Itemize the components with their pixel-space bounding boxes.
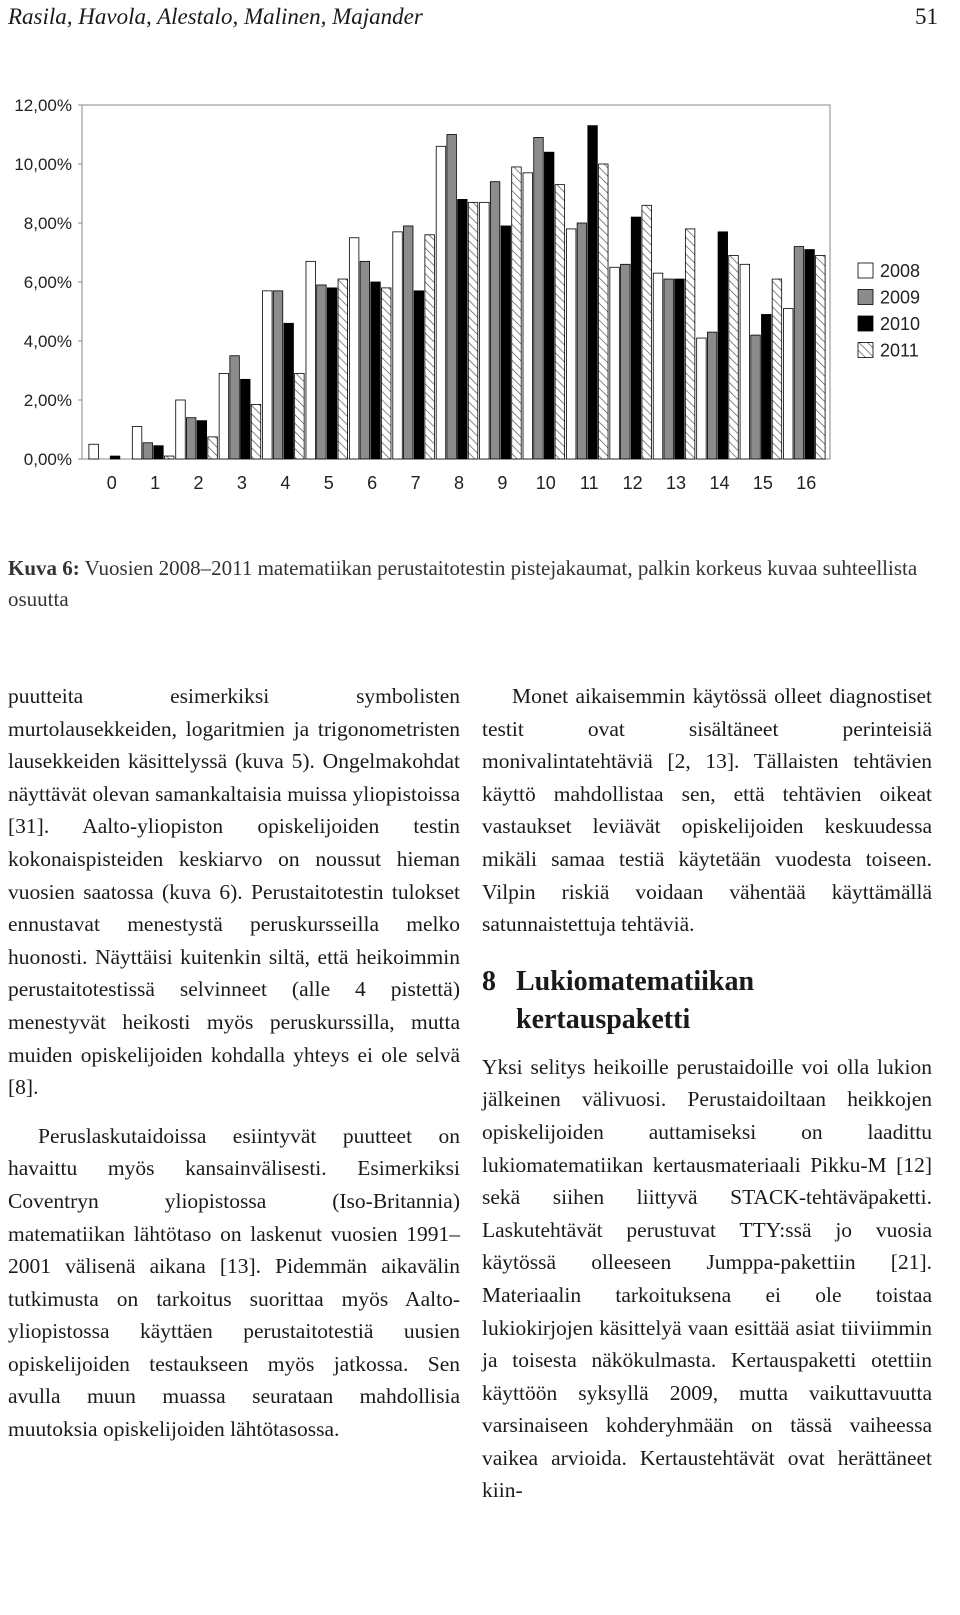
figure-caption: [8, 553, 938, 615]
bar-2010-7: [414, 291, 424, 459]
bar-2010-1: [154, 446, 164, 459]
y-tick-label: 8,00%: [23, 214, 72, 233]
y-tick-label: 2,00%: [23, 391, 72, 410]
legend-label-2011: 2011: [880, 340, 919, 361]
bar-2009-6: [360, 261, 370, 459]
page-number: 51: [915, 4, 938, 29]
bar-2011-7: [425, 235, 435, 459]
left-paragraph-1: puutteita esimerkiksi symbolisten murtolausekkeiden, logaritmien ja trigonometristen lausekkeiden käsittelyssä (kuva 5). Ongelmakohdat näyttävät olevan samankaltaisia muissa yliopistoissa [31]. Aalto-yliopiston opiskelijoiden testin kokonaispisteiden keskiarvo on noussut hieman vuosien saatossa (kuva 6). Perustaitotestin tulokset ennustavat menestystä peruskursseilla melko huonosti. Näyttäisi kuitenkin siltä, että heikoimmin perustaitotestissä selvinneet (alle 4 pistettä) menestyvät heikosti myös peruskurssilla, mutta muiden opiskelijoiden kohdalla yhteys ei ole selvä [8].: [8, 684, 460, 1100]
bar-2009-2: [186, 418, 196, 459]
bar-2009-5: [317, 285, 327, 459]
legend-swatch-2008: [858, 263, 873, 278]
bar-2010-5: [327, 288, 337, 459]
right-column: [482, 680, 932, 1507]
bar-2008-11: [566, 229, 576, 459]
bar-2009-11: [577, 223, 587, 459]
bar-2011-10: [555, 185, 565, 459]
bar-2010-4: [284, 323, 294, 459]
x-tick-label: 10: [535, 473, 556, 493]
bar-2008-4: [263, 291, 273, 459]
caption-text: Vuosien 2008–2011 matematiikan perustaitotestin pistejakaumat, palkin korkeus kuvaa suhteellista osuutta: [8, 556, 918, 611]
x-tick-label: 7: [410, 473, 421, 493]
legend-swatch-2011: [858, 343, 873, 358]
caption-label: Kuva 6:: [8, 556, 80, 580]
bar-2010-14: [718, 232, 728, 459]
bar-2009-1: [143, 443, 153, 459]
legend-label-2009: 2009: [880, 287, 921, 308]
legend-label-2008: 2008: [880, 261, 921, 281]
bar-2009-13: [664, 279, 674, 459]
x-tick-label: 9: [497, 473, 508, 493]
bar-2008-14: [697, 338, 707, 459]
bar-2009-4: [273, 291, 283, 459]
x-tick-label: 14: [709, 473, 730, 493]
legend-swatch-2010: [858, 316, 873, 331]
bar-2008-2: [176, 400, 186, 459]
running-head-authors: Rasila, Havola, Alestalo, Malinen, Majander: [8, 4, 423, 29]
bar-2009-9: [490, 182, 500, 459]
bar-2010-3: [241, 379, 251, 459]
bar-2011-15: [772, 279, 782, 459]
bar-2011-13: [685, 229, 695, 459]
bar-2010-15: [761, 314, 771, 459]
bar-2008-0: [89, 444, 99, 459]
bar-2010-9: [501, 226, 511, 459]
y-tick-label: 10,00%: [14, 155, 72, 174]
bar-2008-9: [480, 202, 490, 459]
bar-2011-9: [512, 167, 522, 459]
y-tick-label: 4,00%: [23, 332, 72, 351]
bar-2008-8: [436, 146, 446, 459]
bar-2010-8: [458, 199, 468, 459]
bar-2010-12: [631, 217, 641, 459]
bar-2009-7: [403, 226, 413, 459]
x-tick-label: 16: [796, 473, 817, 493]
bar-2008-13: [653, 273, 663, 459]
y-tick-label: 12,00%: [14, 96, 72, 115]
bar-2008-6: [349, 238, 359, 459]
x-tick-label: 11: [579, 473, 599, 493]
left-paragraph-2: Peruslaskutaidoissa esiintyvät puutteet on havaittu myös kansainvälisesti. Esimerkiksi Coventryn yliopistossa (Iso-Britannia) matematiikan lähtötaso on laskenut vuosien 1991–2001 välisenä aikana [13]. Pidemmän aikavälin tutkimusta on tarkoitus suorittaa myös Aalto-yliopistossa käyttäen perustaitotestiä uusien opiskelijoiden testaukseen myös jatkossa. Sen avulla muun muassa seurataan mahdollisia muutoksia opiskelijoiden lähtötasossa.: [8, 1123, 460, 1442]
left-column: [8, 680, 460, 1446]
bar-2011-14: [729, 255, 739, 459]
x-tick-label: 4: [280, 473, 291, 493]
bar-2009-16: [794, 247, 804, 459]
x-tick-label: 2: [193, 473, 204, 493]
bar-2010-16: [805, 250, 815, 459]
x-tick-label: 12: [622, 473, 643, 493]
bar-2010-11: [588, 126, 598, 459]
bar-2008-12: [610, 267, 620, 459]
x-tick-label: 1: [150, 473, 161, 493]
bar-2011-5: [338, 279, 348, 459]
x-tick-label: 13: [666, 473, 687, 493]
y-tick-label: 0,00%: [23, 450, 72, 469]
bar-2010-13: [675, 279, 685, 459]
bar-2008-1: [132, 427, 142, 459]
bar-2010-6: [371, 282, 381, 459]
bar-2008-3: [219, 373, 229, 459]
bar-2009-15: [751, 335, 761, 459]
x-tick-label: 6: [367, 473, 378, 493]
legend-swatch-2009: [858, 290, 873, 305]
section-number: 8: [482, 965, 496, 997]
bar-2008-7: [393, 232, 403, 459]
bar-2011-6: [381, 288, 391, 459]
bar-2008-15: [740, 264, 750, 459]
bar-2011-11: [599, 164, 609, 459]
bar-2011-4: [295, 373, 305, 459]
section-heading: [482, 963, 932, 1039]
bar-2009-3: [230, 356, 240, 459]
bar-2008-5: [306, 261, 316, 459]
bar-2011-3: [251, 404, 261, 459]
right-paragraph-2: Yksi selitys heikoille perustaidoille voi olla lukion jälkeinen välivuosi. Perustaidoiltaan heikkojen opiskelijoiden auttamiseksi on laadittu lukiomatematiikan kertausmateriaali Pikku-M [12] sekä siihen liittyvä STACK-tehtäväpaketti. Laskutehtävät perustuvat TTY:ssä jo vuosia käytössä olleeseen Jumppa-pakettiin [21]. Materiaalin tarkoituksena ei ole toistaa lukiokirjojen käsittelyä vaan esittää asiat tiiviimmin ja toisesta näkökulmasta. Kertauspaketti otettiin käyttöön syksyllä 2009, mutta vaikuttavuutta varsinaiseen kohderyhmään on tässä vaiheessa vaikea arvioida. Kertaustehtävät ovat herättäneet kiin-: [482, 1054, 932, 1503]
bar-2009-10: [534, 137, 544, 459]
score-distribution-chart: [0, 95, 940, 515]
bar-2010-2: [197, 421, 207, 459]
legend-label-2010: 2010: [880, 314, 921, 334]
section-title: Lukiomatematiikan kertauspaketti: [516, 965, 755, 1035]
bar-2010-10: [544, 152, 554, 459]
bar-2009-8: [447, 135, 457, 460]
bar-2011-16: [816, 255, 826, 459]
page-header: [8, 0, 938, 34]
bar-2011-1: [164, 456, 174, 459]
bar-2009-14: [707, 332, 717, 459]
y-tick-label: 6,00%: [23, 273, 72, 292]
bar-2008-16: [783, 309, 793, 459]
x-tick-label: 15: [752, 473, 773, 493]
x-tick-label: 3: [236, 473, 247, 493]
bar-2011-2: [208, 437, 218, 459]
x-tick-label: 5: [323, 473, 334, 493]
bar-2010-0: [110, 456, 120, 459]
bar-2009-12: [621, 264, 631, 459]
x-tick-label: 0: [106, 473, 117, 493]
x-tick-label: 8: [453, 473, 465, 493]
bar-2011-8: [468, 202, 478, 459]
bar-2008-10: [523, 173, 533, 459]
right-paragraph-1: Monet aikaisemmin käytössä olleet diagnostiset testit ovat sisältäneet perinteisiä monivalintatehtäviä [2, 13]. Tällaisten tehtävien käyttö mahdollistaa sen, että tehtävien oikeat vastaukset leviävät opiskelijoiden keskuudessa mikäli samaa testiä käytetään vuodesta toiseen. Vilpin riskiä voidaan vähentää käyttämällä satunnaistettuja tehtäviä.: [482, 684, 932, 937]
bar-2011-12: [642, 205, 652, 459]
